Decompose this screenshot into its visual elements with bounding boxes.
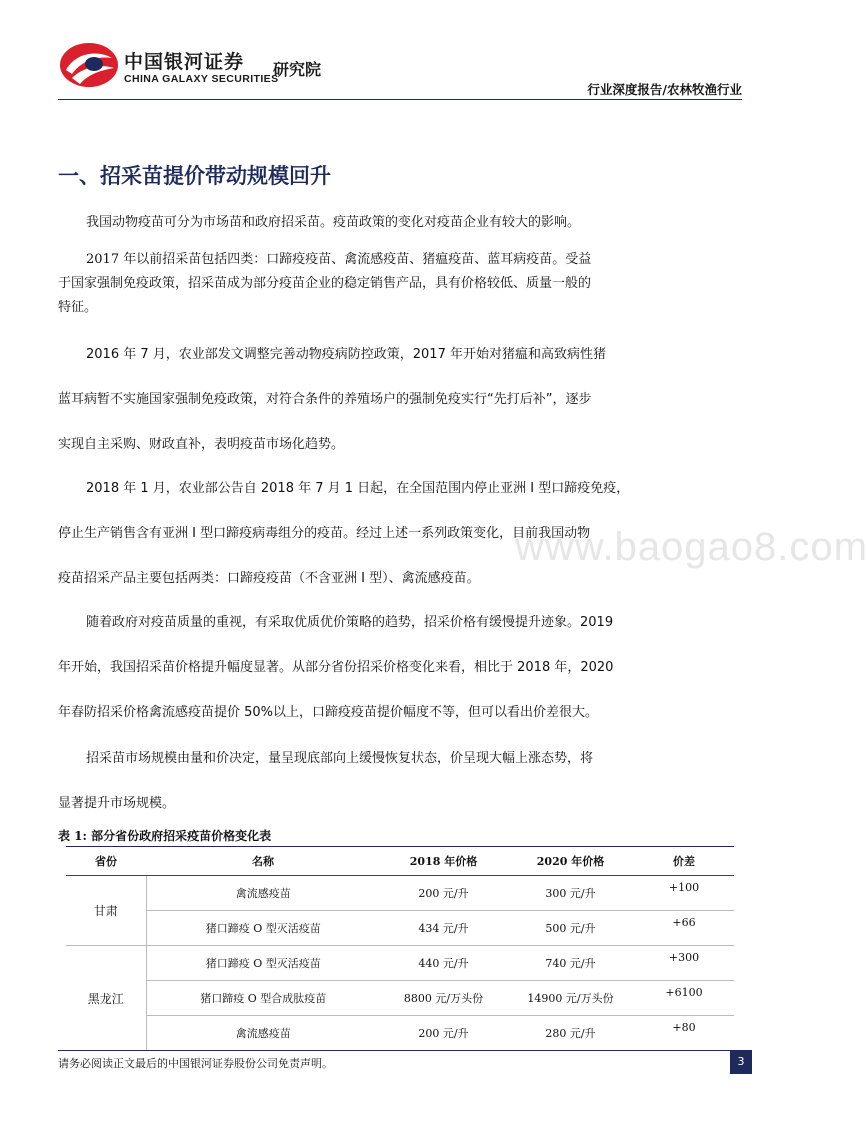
- table-row: [66, 876, 734, 911]
- paragraph-6: [58, 736, 748, 826]
- vaccine-name-cell: 猪口蹄疫 O 型灭活疫苗: [146, 911, 380, 946]
- vaccine-price-table: [66, 846, 734, 1051]
- table-header-row: [66, 847, 734, 876]
- table-row: [66, 1016, 734, 1051]
- diff-cell: +6100: [634, 981, 734, 1016]
- paragraph-3: [58, 332, 748, 467]
- paragraph-line: 2018 年 1 月，农业部公告自 2018 年 7 月 1 日起，在全国范围内停止亚洲 I 型口蹄疫免疫，: [86, 481, 630, 496]
- price-2020-cell: 14900 元/万头份: [507, 981, 634, 1016]
- paragraph-line: 实现自主采购、财政直补，表明疫苗市场化趋势。: [58, 437, 345, 452]
- header-price-2020: 2020 年价格: [507, 847, 634, 876]
- page-number: 3: [730, 1050, 752, 1074]
- footer-disclaimer: 请务必阅读正文最后的中国银河证券股份公司免责声明。: [58, 1057, 333, 1070]
- footer-divider: [58, 1050, 748, 1051]
- paragraph-line: 年春防招采价格禽流感疫苗提价 50%以上，口蹄疫疫苗提价幅度不等，但可以看出价差很大。: [58, 705, 599, 720]
- section-title: 一、招采苗提价带动规模回升: [58, 163, 331, 188]
- price-2020-cell: 300 元/升: [507, 876, 634, 911]
- province-cell: 甘肃: [66, 876, 146, 946]
- diff-cell: +100: [634, 876, 734, 911]
- institute-label: 研究院: [273, 60, 322, 79]
- header-divider: [58, 99, 742, 100]
- table-row: [66, 981, 734, 1016]
- diff-cell: +80: [634, 1016, 734, 1051]
- price-2018-cell: 440 元/升: [380, 946, 507, 981]
- price-2018-cell: 200 元/升: [380, 1016, 507, 1051]
- paragraph-line: 2017 年以前招采苗包括四类：口蹄疫疫苗、禽流感疫苗、猪瘟疫苗、蓝耳病疫苗。受益: [86, 252, 592, 267]
- paragraph-line: 特征。: [58, 300, 98, 315]
- paragraph-line: 疫苗招采产品主要包括两类：口蹄疫疫苗（不含亚洲 I 型）、禽流感疫苗。: [58, 571, 480, 586]
- galaxy-logo-icon: [58, 40, 120, 90]
- brand-name-en: CHINA GALAXY SECURITIES: [124, 73, 279, 85]
- header-price-2018: 2018 年价格: [380, 847, 507, 876]
- paragraph-line: 招采苗市场规模由量和价决定，量呈现底部向上缓慢恢复状态，价呈现大幅上涨态势，将: [86, 751, 594, 766]
- price-2018-cell: 8800 元/万头份: [380, 981, 507, 1016]
- price-2020-cell: 500 元/升: [507, 911, 634, 946]
- header-name: 名称: [146, 847, 380, 876]
- paragraph-line: 蓝耳病暂不实施国家强制免疫政策，对符合条件的养殖场户的强制免疫实行“先打后补”，逐步: [58, 392, 592, 407]
- vaccine-name-cell: 禽流感疫苗: [146, 876, 380, 911]
- province-cell: 黑龙江: [66, 946, 146, 1051]
- paragraph-line: 随着政府对疫苗质量的重视，有采取优质优价策略的趋势，招采价格有缓慢提升迹象。2019: [86, 615, 614, 630]
- paragraph-line: 停止生产销售含有亚洲 I 型口蹄疫病毒组分的疫苗。经过上述一系列政策变化，目前我国动物: [58, 526, 591, 541]
- paragraph-5: [58, 600, 748, 735]
- vaccine-name-cell: 猪口蹄疫 O 型灭活疫苗: [146, 946, 380, 981]
- paragraph-line: 于国家强制免疫政策，招采苗成为部分疫苗企业的稳定销售产品，具有价格较低、质量一般的: [58, 276, 592, 291]
- paragraph-line: 我国动物疫苗可分为市场苗和政府招采苗。疫苗政策的变化对疫苗企业有较大的影响。: [86, 215, 581, 230]
- vaccine-name-cell: 禽流感疫苗: [146, 1016, 380, 1051]
- table-caption: 表 1: 部分省份政府招采疫苗价格变化表: [58, 829, 272, 843]
- report-type: 行业深度报告/农林牧渔行业: [587, 82, 742, 97]
- price-2018-cell: 200 元/升: [380, 876, 507, 911]
- table-row: [66, 911, 734, 946]
- header-diff: 价差: [634, 847, 734, 876]
- price-2020-cell: 280 元/升: [507, 1016, 634, 1051]
- price-2020-cell: 740 元/升: [507, 946, 634, 981]
- brand-name-cn: 中国银河证券: [124, 51, 245, 73]
- paragraph-1: [58, 210, 748, 236]
- paragraph-line: 显著提升市场规模。: [58, 796, 176, 811]
- diff-cell: +300: [634, 946, 734, 981]
- diff-cell: +66: [634, 911, 734, 946]
- page-header: [0, 0, 800, 105]
- watermark: www.baogao8.com: [515, 525, 868, 569]
- paragraph-line: 2016 年 7 月，农业部发文调整完善动物疫病防控政策，2017 年开始对猪瘟和高致病性猪: [86, 347, 606, 362]
- paragraph-line: 年开始，我国招采苗价格提升幅度显著。从部分省份招采价格变化来看，相比于 2018 年，2020: [58, 660, 614, 675]
- header-province: 省份: [66, 847, 146, 876]
- vaccine-name-cell: 猪口蹄疫 O 型合成肽疫苗: [146, 981, 380, 1016]
- paragraph-2: [58, 248, 748, 320]
- price-2018-cell: 434 元/升: [380, 911, 507, 946]
- table-row: [66, 946, 734, 981]
